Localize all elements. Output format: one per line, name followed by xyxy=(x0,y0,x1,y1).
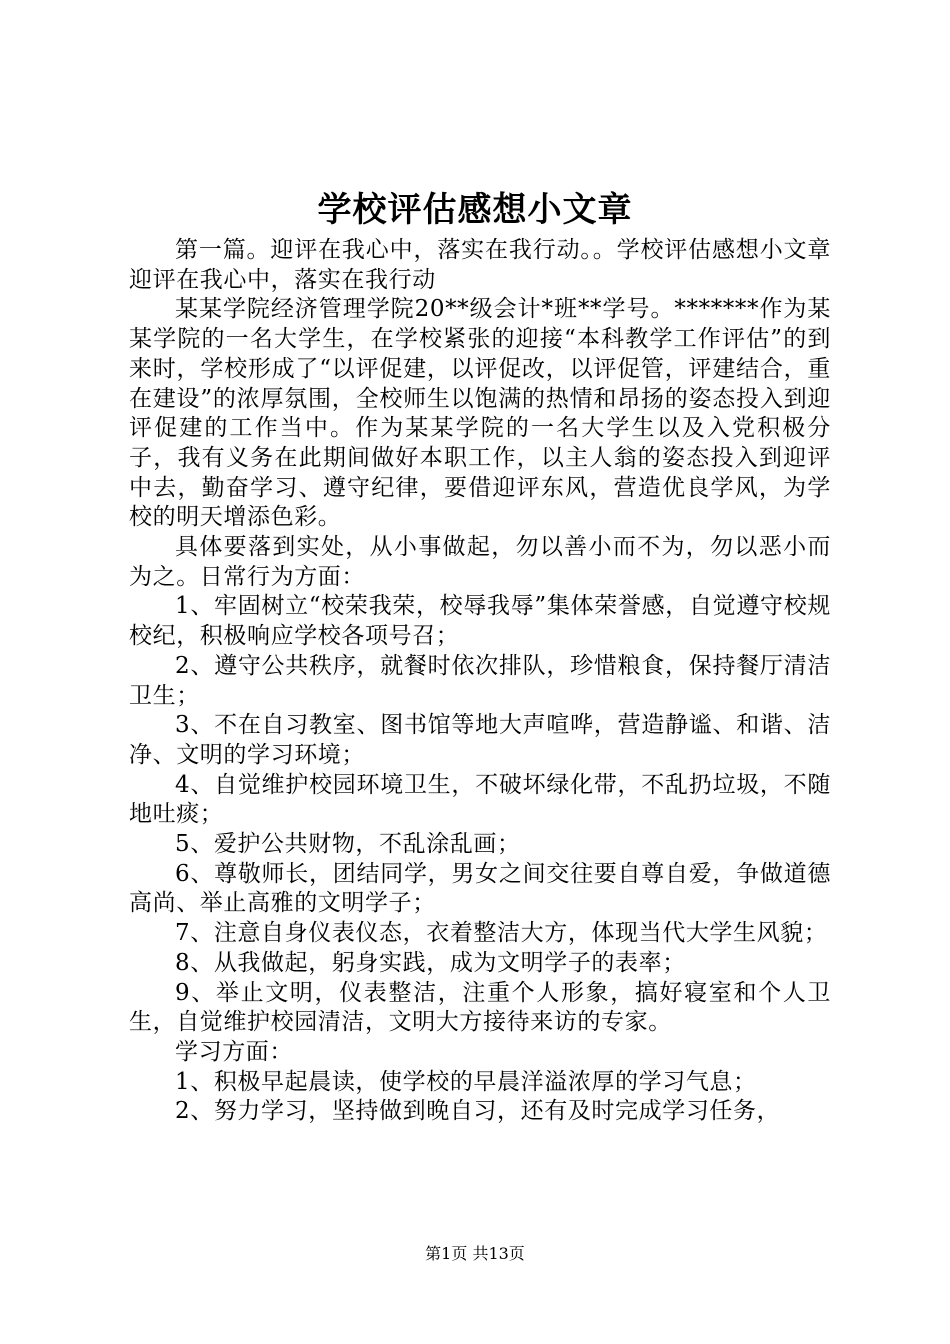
list-item-conduct-1: 1、牢固树立“校荣我荣，校辱我辱”集体荣誉感，自觉遵守校规校纪，积极响应学校各项号召； xyxy=(129,593,831,650)
document-title: 学校评估感想小文章 xyxy=(317,190,633,230)
page-footer: 第1页 共13页 xyxy=(425,1244,525,1263)
list-item-study-2: 2、努力学习，坚持做到晚自习，还有及时完成学习任务， xyxy=(175,1098,781,1125)
list-item-conduct-6: 6、尊敬师长，团结同学，男女之间交往要自尊自爱，争做道德高尚、举止高雅的文明学子； xyxy=(129,860,831,917)
list-item-study-1: 1、积极早起晨读，使学校的早晨洋溢浓厚的学习气息； xyxy=(175,1068,757,1095)
document-body xyxy=(129,236,831,1127)
list-item-conduct-2: 2、遵守公共秩序，就餐时依次排队，珍惜粮食，保持餐厅清洁卫生； xyxy=(129,652,831,709)
section-heading-study: 学习方面： xyxy=(175,1038,293,1065)
paragraph-intro: 第一篇。迎评在我心中，落实在我行动。。学校评估感想小文章迎评在我心中，落实在我行动 xyxy=(129,237,831,293)
list-item-conduct-3: 3、不在自习教室、图书馆等地大声喧哗，营造静谧、和谐、洁净、文明的学习环境； xyxy=(129,712,831,768)
list-item-conduct-4: 4、自觉维护校园环境卫生，不破坏绿化带，不乱扔垃圾，不随地吐痰； xyxy=(129,771,831,828)
list-item-conduct-5: 5、爱护公共财物，不乱涂乱画； xyxy=(175,831,521,858)
list-item-conduct-8: 8、从我做起，躬身实践，成为文明学子的表率； xyxy=(175,949,686,976)
list-item-conduct-7: 7、注意自身仪表仪态，衣着整洁大方，体现当代大学生风貌； xyxy=(175,920,828,947)
list-item-conduct-9: 9、举止文明，仪表整洁，注重个人形象，搞好寝室和个人卫生，自觉维护校园清洁，文明大方接待来访的专家。 xyxy=(129,979,831,1036)
paragraph-conduct-intro: 具体要落到实处，从小事做起，勿以善小而不为，勿以恶小而为之。日常行为方面： xyxy=(129,534,831,590)
paragraph-main: 某某学院经济管理学院20**级会计*班**学号。*******作为某某学院的一名大学生，在学校紧张的迎接“本科教学工作评估”的到来时，学校形成了“以评促建，以评促改，以评促管，评建结合，重在建设”的浓厚氛围，全校师生以饱满的热情和昂扬的姿态投入到迎评促建的工作当中。作为某某学院的一名大学生以及入党积极分子，我有义务在此期间做好本职工作，以主人翁的姿态投入到迎评中去，勤奋学习、遵守纪律，要借迎评东风，营造优良学风，为学校的明天增添色彩。 xyxy=(129,296,831,531)
